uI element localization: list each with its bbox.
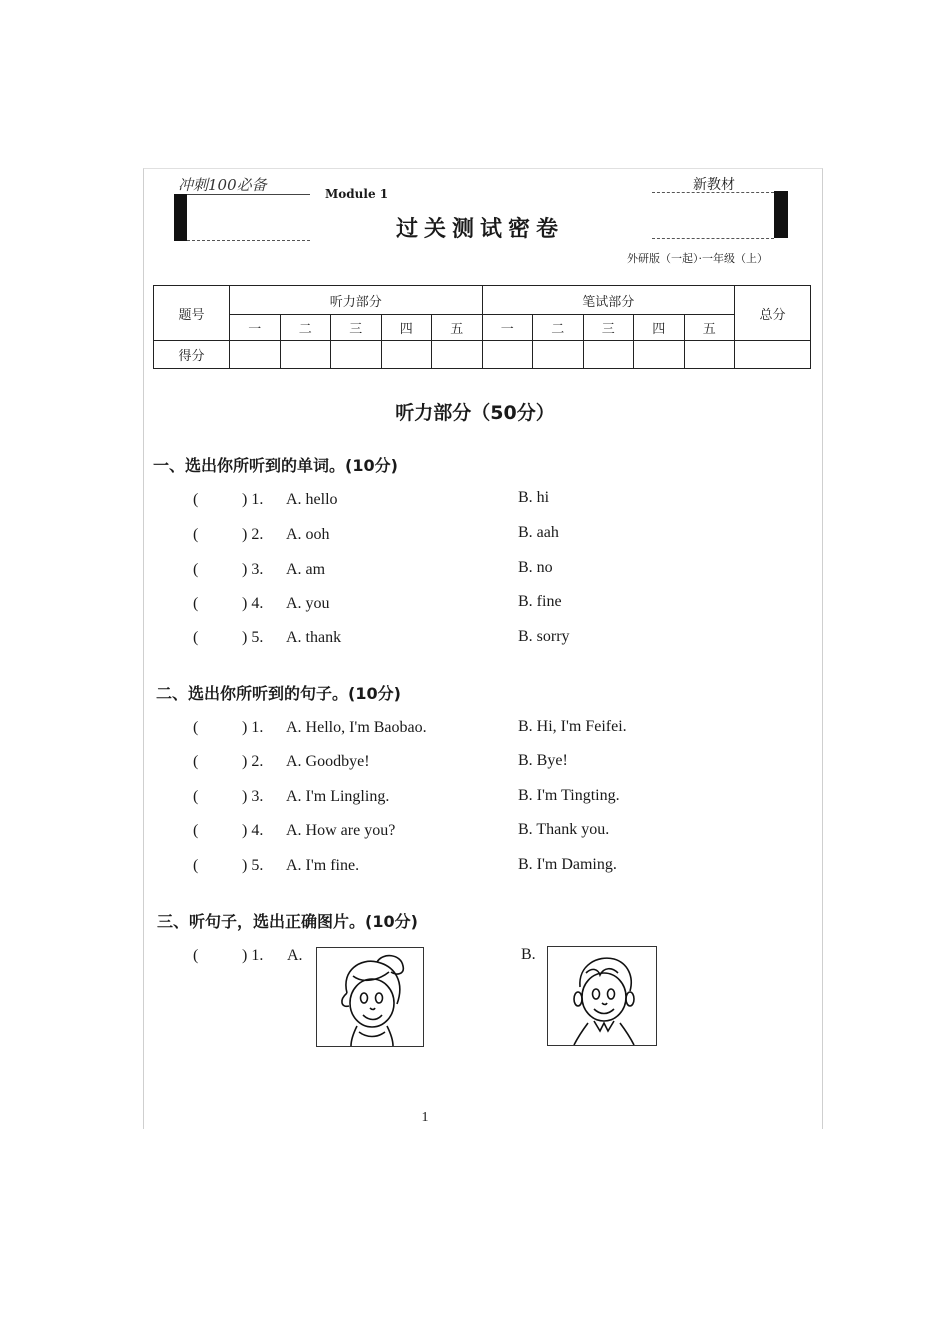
header-rule-left <box>187 240 310 241</box>
option-b: B. no <box>518 559 553 576</box>
writing-part-header: 笔试部分 <box>482 286 735 315</box>
item-number: ) 3. <box>242 788 264 805</box>
total-score-cell[interactable] <box>735 341 811 369</box>
writing-col: 三 <box>583 315 634 341</box>
girl-icon <box>317 948 423 1046</box>
writing-col: 二 <box>533 315 584 341</box>
item-number: ) 5. <box>242 629 264 646</box>
listening-col: 一 <box>230 315 281 341</box>
answer-blank[interactable]: ( <box>193 788 199 805</box>
option-b: B. Bye! <box>518 752 568 769</box>
new-textbook-label: 新教材 <box>693 177 735 193</box>
score-cell[interactable] <box>381 341 432 369</box>
left-header-bar <box>174 194 187 241</box>
section-title: 听力部分（50分） <box>395 402 555 424</box>
edition-label: 外研版（一起）·一年级（上） <box>627 252 768 265</box>
score-cell[interactable] <box>280 341 331 369</box>
question-number-header: 题号 <box>154 286 230 341</box>
item-number: ) 1. <box>242 719 264 736</box>
listening-col: 三 <box>331 315 382 341</box>
option-b: B. Hi, I'm Feifei. <box>518 718 627 735</box>
answer-blank[interactable]: ( <box>193 822 199 839</box>
part3-heading: 三、听句子，选出正确图片。(10分) <box>157 912 418 931</box>
item-number: ) 1. <box>242 947 264 964</box>
option-a: A. thank <box>286 629 342 646</box>
score-cell[interactable] <box>432 341 483 369</box>
part2-heading: 二、选出你所听到的句子。(10分) <box>156 684 401 703</box>
item-number: ) 3. <box>242 561 264 578</box>
option-a: A. I'm Lingling. <box>286 788 390 805</box>
score-cell[interactable] <box>533 341 584 369</box>
page-number: 1 <box>421 1110 429 1125</box>
score-table <box>153 285 811 369</box>
answer-blank[interactable]: ( <box>193 857 199 874</box>
option-a: A. Hello, I'm Baobao. <box>286 719 427 736</box>
item-number: ) 2. <box>242 753 264 770</box>
score-cell[interactable] <box>634 341 685 369</box>
option-a: A. ooh <box>286 526 330 543</box>
item-number: ) 4. <box>242 595 264 612</box>
brand-underline <box>178 194 310 195</box>
option-b: B. Thank you. <box>518 821 610 838</box>
answer-blank[interactable]: ( <box>193 491 199 508</box>
item-number: ) 4. <box>242 822 264 839</box>
writing-col: 五 <box>684 315 735 341</box>
option-a: A. am <box>286 561 326 578</box>
page-title: 过关测试密卷 <box>395 217 564 242</box>
option-b: B. sorry <box>518 628 570 645</box>
listening-col: 四 <box>381 315 432 341</box>
option-b-label: B. <box>521 946 536 963</box>
score-cell[interactable] <box>230 341 281 369</box>
listening-col: 五 <box>432 315 483 341</box>
option-b: B. I'm Tingting. <box>518 787 620 804</box>
option-a: A. you <box>286 595 330 612</box>
answer-blank[interactable]: ( <box>193 595 199 612</box>
option-a: A. Goodbye! <box>286 753 370 770</box>
answer-blank[interactable]: ( <box>193 561 199 578</box>
writing-col: 一 <box>482 315 533 341</box>
score-cell[interactable] <box>684 341 735 369</box>
option-b: B. fine <box>518 593 562 610</box>
answer-blank[interactable]: ( <box>193 629 199 646</box>
item-number: ) 2. <box>242 526 264 543</box>
answer-blank[interactable]: ( <box>193 526 199 543</box>
header-rule-right-top <box>652 192 774 193</box>
score-cell[interactable] <box>331 341 382 369</box>
score-row-label: 得分 <box>154 341 230 369</box>
boy-picture[interactable] <box>547 946 657 1046</box>
item-number: ) 1. <box>242 491 264 508</box>
boy-icon <box>548 947 656 1045</box>
header-rule-right-bottom <box>652 238 774 239</box>
answer-blank[interactable]: ( <box>193 947 199 964</box>
brand-label: 冲刺100必备 <box>178 176 267 194</box>
item-number: ) 5. <box>242 857 264 874</box>
module-label: Module 1 <box>325 187 389 201</box>
total-score-header: 总分 <box>735 286 811 341</box>
writing-col: 四 <box>634 315 685 341</box>
part1-heading: 一、选出你所听到的单词。(10分) <box>153 456 398 475</box>
answer-blank[interactable]: ( <box>193 719 199 736</box>
score-cell[interactable] <box>583 341 634 369</box>
answer-blank[interactable]: ( <box>193 753 199 770</box>
listening-col: 二 <box>280 315 331 341</box>
option-a-label: A. <box>287 947 303 964</box>
option-b: B. hi <box>518 489 550 506</box>
option-a: A. I'm fine. <box>286 857 360 874</box>
option-b: B. aah <box>518 524 559 541</box>
listening-part-header: 听力部分 <box>230 286 483 315</box>
right-header-bar <box>774 191 788 238</box>
option-b: B. I'm Daming. <box>518 856 617 873</box>
option-a: A. hello <box>286 491 338 508</box>
girl-picture[interactable] <box>316 947 424 1047</box>
option-a: A. How are you? <box>286 822 396 839</box>
score-cell[interactable] <box>482 341 533 369</box>
